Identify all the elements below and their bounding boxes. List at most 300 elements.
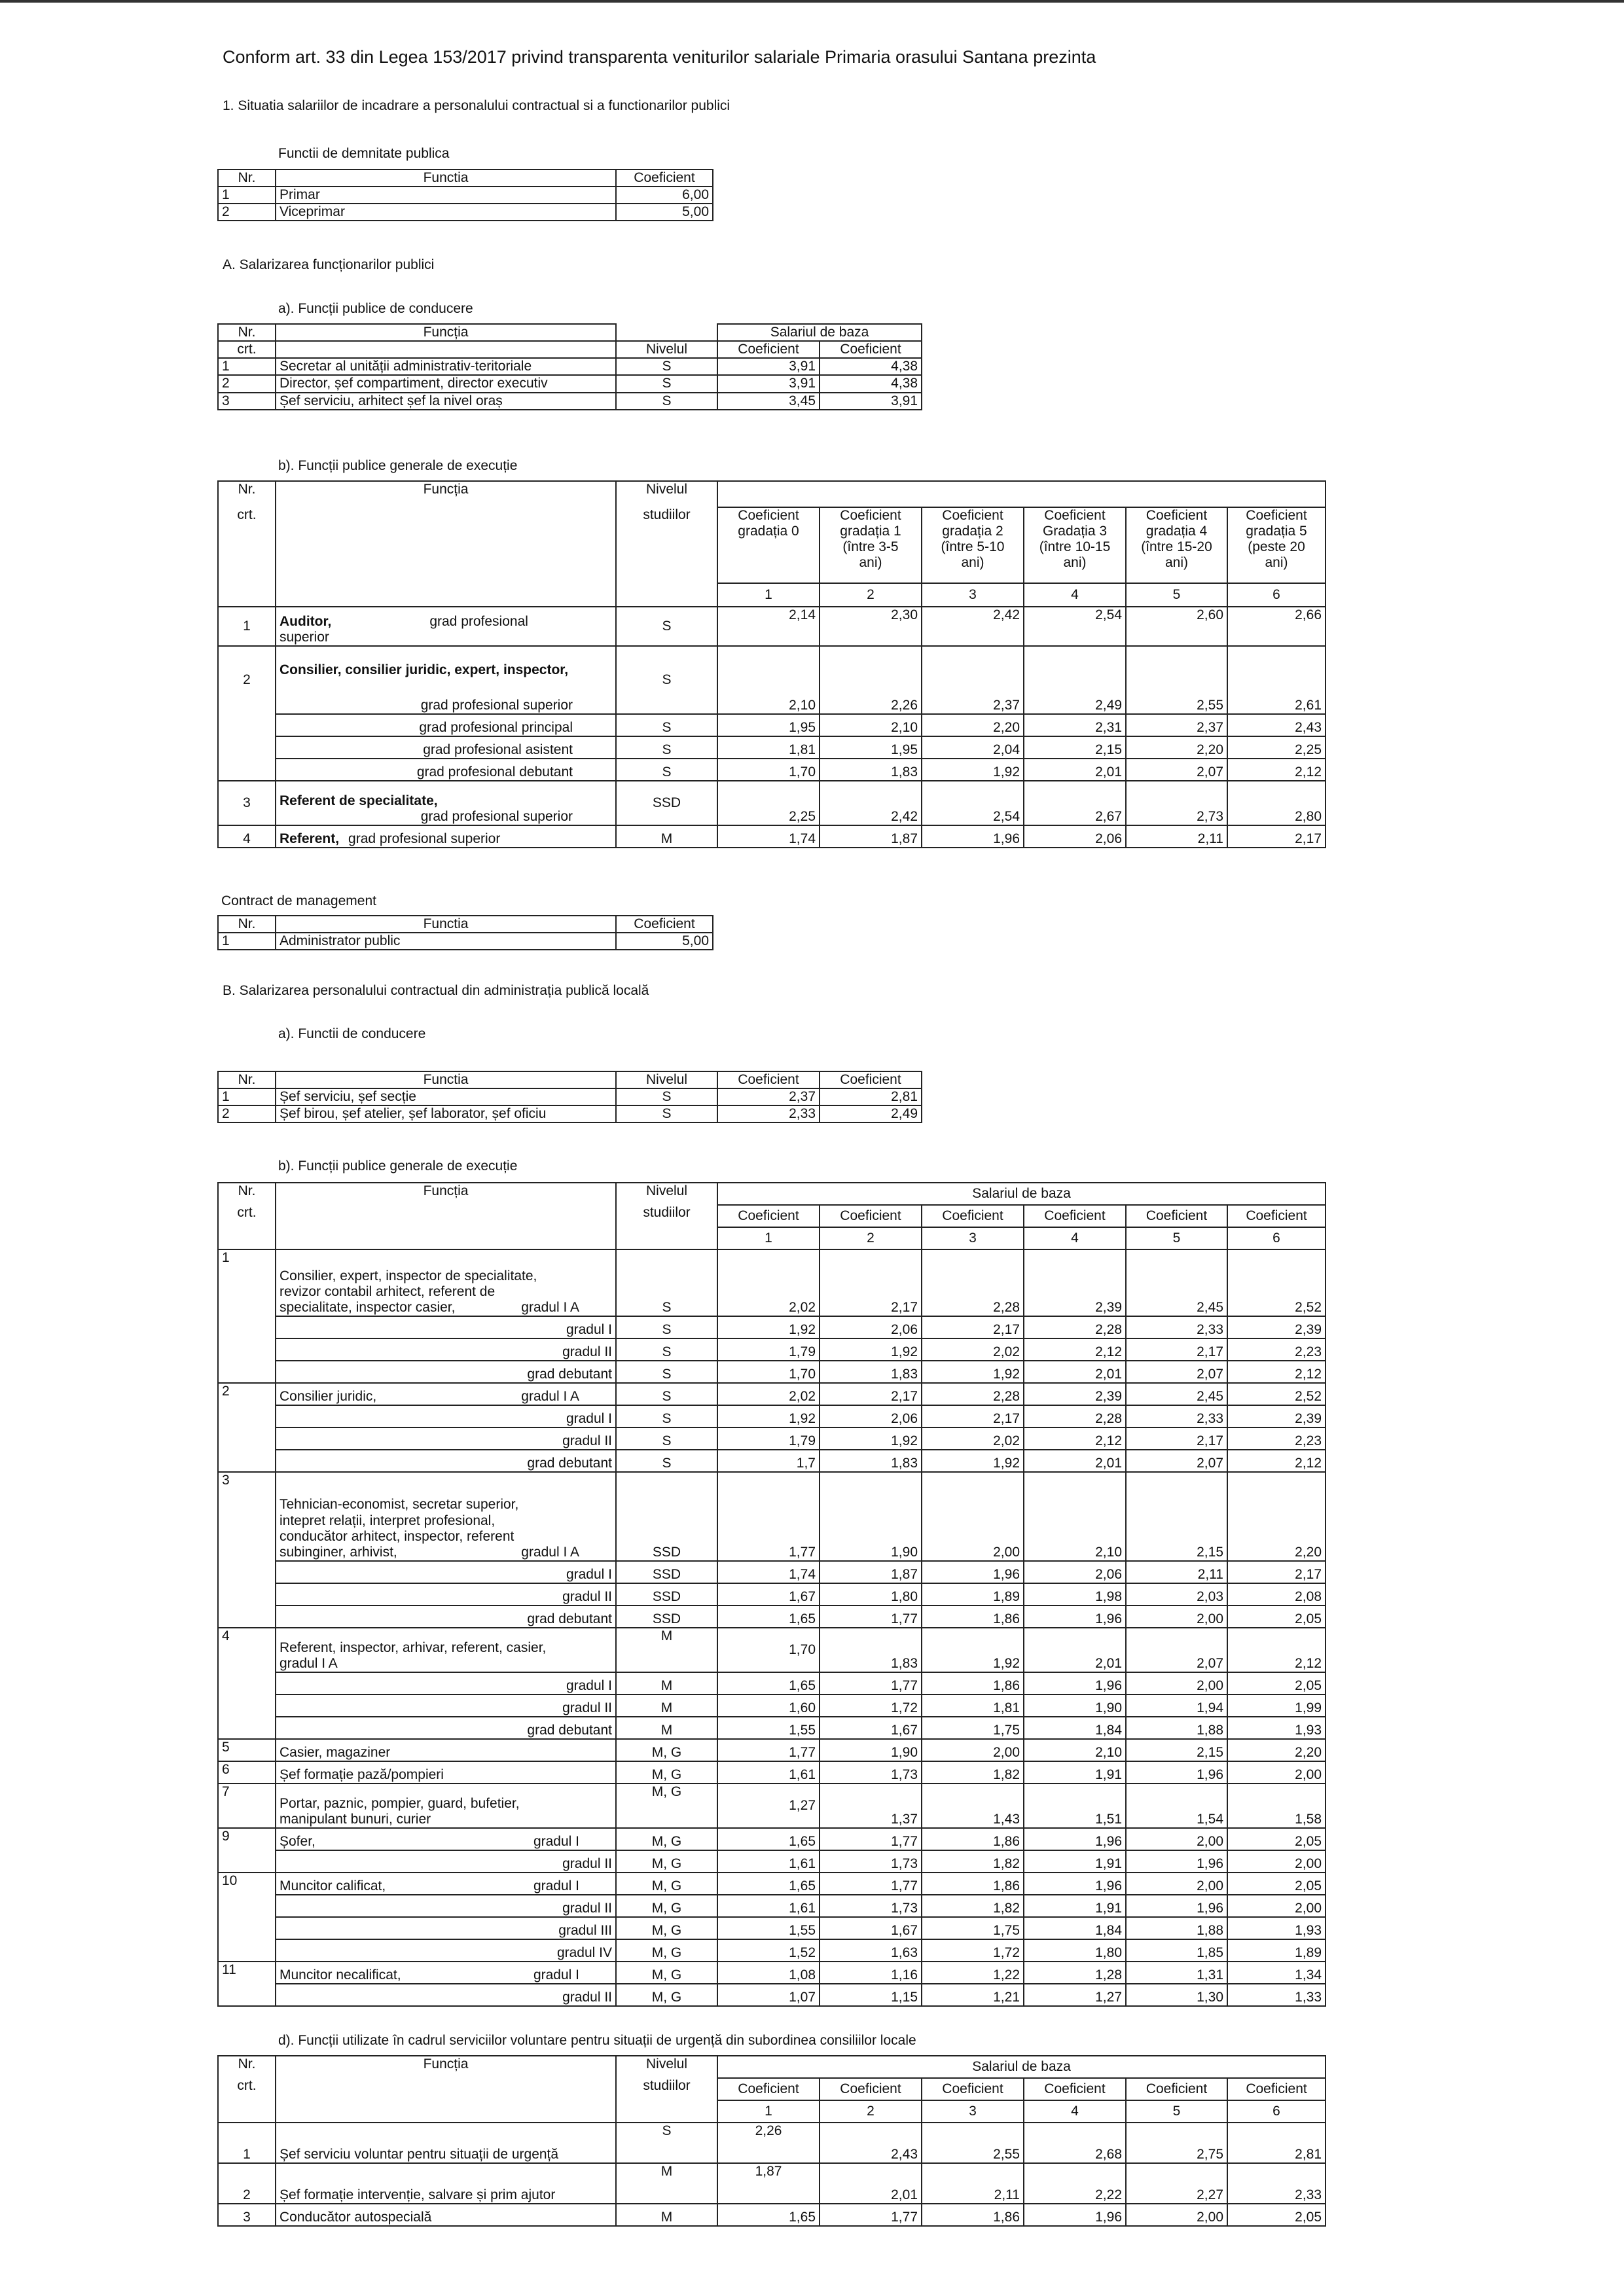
cell-coeficient: 1,52 <box>717 1939 820 1962</box>
header-nr: Nr. <box>218 481 276 507</box>
cell-coeficient: 1,92 <box>717 1405 820 1427</box>
col-num: 6 <box>1227 2100 1326 2123</box>
col-num: 6 <box>1227 1227 1326 1249</box>
grad-label: grad profesional debutant <box>276 759 616 781</box>
header-cell: Functia <box>276 1071 616 1088</box>
cell-coeficient: 1,08 <box>717 1962 820 1984</box>
header-cell: Nr. <box>218 916 276 933</box>
cell-coeficient: 2,30 <box>820 607 922 646</box>
cell-coeficient: 2,00 <box>1227 1895 1326 1917</box>
table-row <box>218 1338 1326 1361</box>
grad-label: gradul II <box>276 1984 616 2006</box>
cell-nivel: S <box>616 1450 717 1472</box>
cell-coeficient: 1,34 <box>1227 1962 1326 1984</box>
cell-coeficient: 2,20 <box>1227 1739 1326 1761</box>
cell-coeficient: 2,67 <box>1024 781 1126 825</box>
cell-coeficient: 2,28 <box>922 1249 1024 1316</box>
cell-coeficient: 2,00 <box>1126 1828 1227 1850</box>
functia-name: subinginer, arhivist, <box>280 1544 397 1560</box>
header-studii: studiilor <box>616 1205 717 1227</box>
cell-coeficient: 1,70 <box>717 1361 820 1383</box>
cell-coeficient: 2,27 <box>1126 2163 1227 2204</box>
cell-coeficient: 2,00 <box>922 1739 1024 1761</box>
cell-coeficient: 1,16 <box>820 1962 922 1984</box>
cell-coeficient: 1,83 <box>820 1628 922 1672</box>
header-blank <box>218 2100 276 2123</box>
cell-coeficient: 2,39 <box>1227 1405 1326 1427</box>
cell-coeficient: 2,08 <box>1227 1583 1326 1605</box>
cell-coeficient: 2,52 <box>1227 1383 1326 1405</box>
functia-line: Portar, paznic, pompier, guard, bufetier, <box>280 1795 520 1811</box>
table-row <box>218 1873 1326 1895</box>
header-blank <box>616 324 717 341</box>
header-studii: studiilor <box>616 2078 717 2100</box>
grad-label: gradul I A <box>521 1299 579 1315</box>
cell-coeficient: 1,75 <box>922 1917 1024 1939</box>
header-coeficient: Coeficient <box>1126 2078 1227 2100</box>
cell-coeficient: 1,86 <box>922 1605 1024 1628</box>
header-coeficient: Coeficient <box>820 2078 922 2100</box>
table-row <box>218 1105 922 1122</box>
cell-coeficient: 1,87 <box>820 1561 922 1583</box>
section-1-heading: 1. Situatia salariilor de incadrare a personalului contractual si a functionarilor publici <box>223 98 731 113</box>
cell-coeficient: 1,89 <box>922 1583 1024 1605</box>
demnitate-caption: Functii de demnitate publica <box>278 146 450 161</box>
header-coeficient: Coeficient <box>820 341 922 358</box>
cell-coeficient: 2,54 <box>922 781 1024 825</box>
col-num: 5 <box>1126 583 1227 607</box>
table-row <box>218 1717 1326 1739</box>
header-blank <box>218 1227 276 1249</box>
header-nr: Nr. <box>218 1183 276 1205</box>
cell-coeficient: 1,77 <box>717 1739 820 1761</box>
cell-coeficient: 2,17 <box>820 1383 922 1405</box>
cell-coeficient: 2,33 <box>1227 2163 1326 2204</box>
cell-coeficient: 1,96 <box>922 1561 1024 1583</box>
cell-coeficient: 2,17 <box>1227 825 1326 848</box>
grad-label: gradul II <box>276 1427 616 1450</box>
cell-nivel: SSD <box>616 1583 717 1605</box>
grad-label: gradul I <box>276 1405 616 1427</box>
cell-coeficient: 1,81 <box>717 736 820 759</box>
cell-coeficient: 2,06 <box>820 1405 922 1427</box>
grad-label: gradul III <box>276 1917 616 1939</box>
functia-name: Șofer, <box>280 1833 316 1849</box>
cell-coeficient: 1,77 <box>820 2204 922 2226</box>
col-num: 2 <box>820 2100 922 2123</box>
cell-coeficient: 2,02 <box>922 1427 1024 1450</box>
cell-coeficient: 5,00 <box>616 204 713 221</box>
management-caption: Contract de management <box>221 893 376 908</box>
cell-nivel: M, G <box>616 1739 717 1761</box>
cell-coeficient: 2,15 <box>1024 736 1126 759</box>
cell-coeficient: 3,91 <box>820 393 922 410</box>
cell-coeficient: 2,15 <box>1126 1739 1227 1761</box>
cell-nivel: SSD <box>616 1472 717 1561</box>
cell-nr: 1 <box>218 933 276 950</box>
table-row <box>218 1939 1326 1962</box>
functia-name: manipulant bunuri, curier <box>280 1811 431 1827</box>
col-num: 1 <box>717 1227 820 1249</box>
cell-coeficient: 1,43 <box>922 1784 1024 1828</box>
cell-nr: 5 <box>218 1739 276 1761</box>
cell-coeficient: 2,26 <box>717 2123 820 2163</box>
cell-coeficient: 1,65 <box>717 1873 820 1895</box>
cell-coeficient: 1,98 <box>1024 1583 1126 1605</box>
header-line: gradația 0 <box>738 524 799 539</box>
cell-coeficient: 2,12 <box>1024 1338 1126 1361</box>
cell-nivel: M, G <box>616 1984 717 2006</box>
cell-coeficient: 1,15 <box>820 1984 922 2006</box>
cell-nr: 4 <box>218 1628 276 1739</box>
cell-coeficient: 1,88 <box>1126 1717 1227 1739</box>
cell-coeficient: 1,89 <box>1227 1939 1326 1962</box>
cell-coeficient: 2,01 <box>820 2163 922 2204</box>
cell-coeficient: 1,55 <box>717 1717 820 1739</box>
grad-label: grad profesional asistent <box>276 736 616 759</box>
cell-coeficient: 1,80 <box>820 1583 922 1605</box>
cell-coeficient: 1,96 <box>1126 1850 1227 1873</box>
functia-line <box>280 1300 612 1316</box>
cell-coeficient: 2,00 <box>922 1472 1024 1561</box>
cell-coeficient: 2,23 <box>1227 1427 1326 1450</box>
table-row <box>218 1628 1326 1672</box>
cell-coeficient: 1,61 <box>717 1761 820 1784</box>
cell-coeficient: 1,61 <box>717 1895 820 1917</box>
header-gradatia-1 <box>820 507 922 583</box>
cell-coeficient: 2,05 <box>1227 2204 1326 2226</box>
cell-coeficient: 2,00 <box>1126 2204 1227 2226</box>
col-num: 5 <box>1126 1227 1227 1249</box>
cell-coeficient: 2,17 <box>922 1316 1024 1338</box>
grad-label: gradul I <box>276 1672 616 1695</box>
cell-coeficient: 1,90 <box>820 1739 922 1761</box>
header-cell: Coeficient <box>616 916 713 933</box>
cell-nivel: M, G <box>616 1962 717 1984</box>
cell-nivel: S <box>616 375 717 392</box>
col-num: 2 <box>820 583 922 607</box>
cell-coeficient: 1,96 <box>1024 1672 1126 1695</box>
cell-nr: 2 <box>218 1105 276 1122</box>
cell-coeficient: 1,86 <box>922 1873 1024 1895</box>
table-row <box>218 1962 1326 1984</box>
cell-coeficient: 2,12 <box>1227 1450 1326 1472</box>
col-num: 3 <box>922 2100 1024 2123</box>
col-num: 5 <box>1126 2100 1227 2123</box>
cell-coeficient: 1,92 <box>922 1628 1024 1672</box>
table-row <box>218 1405 1326 1427</box>
functia-line <box>280 1656 612 1672</box>
cell-coeficient: 2,81 <box>1227 2123 1326 2163</box>
cell-coeficient: 2,07 <box>1126 1361 1227 1383</box>
cell-coeficient: 2,07 <box>1126 1450 1227 1472</box>
grad-label: gradul II <box>276 1695 616 1717</box>
header-salariul: Salariul de baza <box>717 2056 1326 2078</box>
cell-nr: 2 <box>218 204 276 221</box>
cell-coeficient: 2,73 <box>1126 781 1227 825</box>
grad-label: grad profesional <box>429 613 528 629</box>
header-line: Coeficient <box>738 508 799 523</box>
cell-coeficient: 2,01 <box>1024 1450 1126 1472</box>
cell-coeficient: 3,91 <box>717 358 820 375</box>
b-b-executie-caption: b). Funcții publice generale de execuție <box>278 1158 518 1174</box>
header-nivel: Nivelul <box>616 341 717 358</box>
cell-coeficient: 1,28 <box>1024 1962 1126 1984</box>
table-row <box>218 1739 1326 1761</box>
table-row <box>218 1361 1326 1383</box>
grad-label: gradul I <box>533 1967 579 1982</box>
cell-coeficient: 2,33 <box>1126 1316 1227 1338</box>
cell-coeficient: 2,25 <box>1227 736 1326 759</box>
cell-coeficient: 1,67 <box>717 1583 820 1605</box>
cell-nivel: M <box>616 1628 717 1672</box>
cell-coeficient: 1,82 <box>922 1895 1024 1917</box>
header-line: (între 10-15 <box>1039 539 1111 555</box>
cell-nivel: M <box>616 1695 717 1717</box>
cell-coeficient: 1,96 <box>1126 1895 1227 1917</box>
table-row <box>218 1583 1326 1605</box>
cell-coeficient: 1,92 <box>922 1361 1024 1383</box>
table-row <box>218 2163 1326 2204</box>
cell-coeficient: 1,65 <box>717 2204 820 2226</box>
cell-coeficient: 1,92 <box>922 1450 1024 1472</box>
cell-nivel: SSD <box>616 1561 717 1583</box>
cell-functia <box>276 1761 616 1784</box>
top-border-line <box>0 0 1624 3</box>
header-coeficient: Coeficient <box>1126 1205 1227 1227</box>
cell-coeficient: 1,83 <box>820 1361 922 1383</box>
header-crt: crt. <box>218 507 276 583</box>
cell-nivel: S <box>616 1405 717 1427</box>
section-b-heading: B. Salarizarea personalului contractual din administrația publică locală <box>223 983 649 998</box>
table-row <box>218 1088 922 1105</box>
cell-coeficient: 4,38 <box>820 358 922 375</box>
cell-coeficient: 1,86 <box>922 1828 1024 1850</box>
header-functia: Funcția <box>276 481 616 607</box>
header-line: ani) <box>1265 555 1288 571</box>
cell-coeficient: 1,96 <box>1024 1828 1126 1850</box>
grad-label: grad profesional principal <box>276 714 616 736</box>
header-studii: studiilor <box>616 507 717 583</box>
cell-coeficient: 2,12 <box>1024 1427 1126 1450</box>
cell-coeficient: 3,45 <box>717 393 820 410</box>
cell-coeficient: 2,15 <box>1126 1472 1227 1561</box>
header-line: Coeficient <box>840 508 901 523</box>
cell-coeficient: 1,30 <box>1126 1984 1227 2006</box>
header-blank <box>616 583 717 607</box>
header-nivel: Nivelul <box>616 1183 717 1205</box>
header-coeficient: Coeficient <box>717 2078 820 2100</box>
header-blank <box>616 2100 717 2123</box>
a-conducere-caption: a). Funcții publice de conducere <box>278 301 473 316</box>
table-row <box>218 736 1326 759</box>
cell-nivel: S <box>616 607 717 646</box>
cell-nr: 1 <box>218 187 276 204</box>
table-row <box>218 1984 1326 2006</box>
cell-coeficient: 1,70 <box>717 759 820 781</box>
d-urgenta-table <box>217 2055 1326 2227</box>
grad-label: grad profesional superior <box>348 831 501 846</box>
cell-coeficient: 2,54 <box>1024 607 1126 646</box>
header-line: ani) <box>1164 555 1189 571</box>
d-urgenta-caption: d). Funcții utilizate în cadrul serviciilor voluntare pentru situații de urgență din subordinea consiliilor locale <box>278 2033 916 2048</box>
header-line: gradația 4 <box>1146 524 1208 539</box>
cell-nivel: S <box>616 393 717 410</box>
table-row <box>218 375 922 392</box>
header-nr: Nr. <box>218 2056 276 2078</box>
cell-coeficient: 2,20 <box>1126 736 1227 759</box>
header-coeficient: Coeficient <box>1024 2078 1126 2100</box>
cell-coeficient: 2,17 <box>922 1405 1024 1427</box>
cell-coeficient: 1,87 <box>717 2163 820 2204</box>
cell-coeficient: 1,95 <box>717 714 820 736</box>
cell-coeficient: 2,23 <box>1227 1338 1326 1361</box>
cell-coeficient: 2,17 <box>820 1249 922 1316</box>
cell-coeficient: 1,07 <box>717 1984 820 2006</box>
functia-name: Consilier juridic, <box>280 1388 377 1404</box>
cell-nivel: M, G <box>616 1873 717 1895</box>
functia-name: Muncitor necalificat, <box>280 1967 401 1982</box>
cell-nivel: S <box>616 759 717 781</box>
cell-coeficient: 2,80 <box>1227 781 1326 825</box>
table-row <box>218 825 1326 848</box>
cell-coeficient: 2,01 <box>1024 1361 1126 1383</box>
cell-coeficient: 2,22 <box>1024 2163 1126 2204</box>
cell-coeficient: 1,65 <box>717 1605 820 1628</box>
table-row <box>218 187 713 204</box>
header-cell: Functia <box>276 170 616 187</box>
cell-coeficient: 2,39 <box>1024 1383 1126 1405</box>
cell-coeficient: 1,58 <box>1227 1784 1326 1828</box>
table-row <box>218 646 1326 714</box>
cell-nr: 1 <box>218 1088 276 1105</box>
grad-label: superior <box>280 629 329 645</box>
header-cell: Coeficient <box>820 1071 922 1088</box>
header-cell: Nr. <box>218 1071 276 1088</box>
cell-coeficient: 2,43 <box>820 2123 922 2163</box>
cell-coeficient: 1,99 <box>1227 1695 1326 1717</box>
table-row <box>218 1316 1326 1338</box>
b-b-executie-table <box>217 1182 1326 2007</box>
cell-coeficient: 2,39 <box>1227 1316 1326 1338</box>
cell-coeficient: 1,86 <box>922 2204 1024 2226</box>
cell-nivel: M, G <box>616 1850 717 1873</box>
table-row <box>218 204 713 221</box>
grad-label: gradul I A <box>521 1544 579 1560</box>
cell-coeficient: 2,02 <box>717 1249 820 1316</box>
cell-nr: 1 <box>218 2123 276 2163</box>
cell-coeficient: 1,65 <box>717 1672 820 1695</box>
cell-coeficient: 1,65 <box>717 1828 820 1850</box>
cell-coeficient: 1,80 <box>1024 1939 1126 1962</box>
cell-coeficient: 1,90 <box>820 1472 922 1561</box>
cell-coeficient: 3,91 <box>717 375 820 392</box>
cell-functia <box>276 1472 616 1561</box>
cell-coeficient: 2,45 <box>1126 1249 1227 1316</box>
cell-coeficient: 2,75 <box>1126 2123 1227 2163</box>
cell-nivel: M <box>616 1717 717 1739</box>
functia-line <box>280 1967 612 1983</box>
header-salariul: Salariul de baza <box>717 324 922 341</box>
cell-coeficient: 2,10 <box>820 714 922 736</box>
header-line: (peste 20 <box>1248 539 1305 555</box>
table-row <box>218 781 1326 825</box>
cell-coeficient: 1,87 <box>820 825 922 848</box>
cell-coeficient: 2,04 <box>922 736 1024 759</box>
cell-coeficient: 2,39 <box>1024 1249 1126 1316</box>
cell-functia <box>276 1628 616 1672</box>
table-row <box>218 1561 1326 1583</box>
functia-name: Muncitor calificat, <box>280 1878 386 1893</box>
functia-name: Referent de specialitate, <box>280 793 438 808</box>
cell-coeficient: 2,33 <box>717 1105 820 1122</box>
cell-nr <box>218 736 276 759</box>
cell-coeficient: 1,54 <box>1126 1784 1227 1828</box>
cell-coeficient: 2,06 <box>820 1316 922 1338</box>
header-functia: Funcția <box>276 1183 616 1249</box>
cell-functia: Șef formație intervenție, salvare și prim ajutor <box>276 2163 616 2204</box>
cell-coeficient: 2,10 <box>1024 1739 1126 1761</box>
cell-coeficient: 1,85 <box>1126 1939 1227 1962</box>
cell-coeficient: 4,38 <box>820 375 922 392</box>
cell-coeficient: 2,02 <box>922 1338 1024 1361</box>
table-row <box>218 2204 1326 2226</box>
cell-coeficient: 1,27 <box>717 1784 820 1828</box>
cell-functia: Director, șef compartiment, director executiv <box>276 375 616 392</box>
cell-nr <box>218 714 276 736</box>
cell-functia: Șef serviciu voluntar pentru situații de urgență <box>276 2123 616 2163</box>
cell-nr: 6 <box>218 1761 276 1784</box>
cell-coeficient: 2,07 <box>1126 1628 1227 1672</box>
header-coeficient: Coeficient <box>717 341 820 358</box>
col-num: 2 <box>820 1227 922 1249</box>
cell-coeficient: 2,11 <box>1126 825 1227 848</box>
spacer <box>280 678 612 698</box>
cell-coeficient: 2,37 <box>1126 714 1227 736</box>
cell-coeficient: 2,37 <box>717 1088 820 1105</box>
cell-nr: 3 <box>218 1472 276 1628</box>
cell-coeficient: 5,00 <box>616 933 713 950</box>
header-blank <box>276 341 616 358</box>
cell-coeficient: 1,91 <box>1024 1850 1126 1873</box>
cell-coeficient: 1,81 <box>922 1695 1024 1717</box>
table-row <box>218 1784 1326 1828</box>
cell-coeficient: 2,00 <box>1126 1605 1227 1628</box>
cell-functia: Conducător autospecială <box>276 2204 616 2226</box>
cell-coeficient: 1,96 <box>922 825 1024 848</box>
cell-coeficient: 2,42 <box>820 781 922 825</box>
cell-coeficient: 2,45 <box>1126 1383 1227 1405</box>
grad-label: grad debutant <box>276 1605 616 1628</box>
functia-name: Șef formație pază/pompieri <box>280 1767 444 1782</box>
cell-nivel: M, G <box>616 1828 717 1850</box>
cell-coeficient: 2,49 <box>1024 646 1126 714</box>
cell-coeficient: 2,61 <box>1227 646 1326 714</box>
header-gradatia-4 <box>1126 507 1227 583</box>
grad-label: grad debutant <box>276 1717 616 1739</box>
grad-label: gradul II <box>276 1583 616 1605</box>
header-functia: Funcția <box>276 2056 616 2123</box>
cell-coeficient: 2,52 <box>1227 1249 1326 1316</box>
header-nr: Nr. <box>218 324 276 341</box>
functia-line: conducător arhitect, inspector, referent <box>280 1528 514 1544</box>
header-coeficient: Coeficient <box>922 1205 1024 1227</box>
cell-coeficient: 2,01 <box>1024 1628 1126 1672</box>
cell-coeficient: 2,43 <box>1227 714 1326 736</box>
cell-coeficient: 1,92 <box>717 1316 820 1338</box>
functia-line <box>280 1878 612 1894</box>
cell-coeficient: 1,91 <box>1024 1895 1126 1917</box>
